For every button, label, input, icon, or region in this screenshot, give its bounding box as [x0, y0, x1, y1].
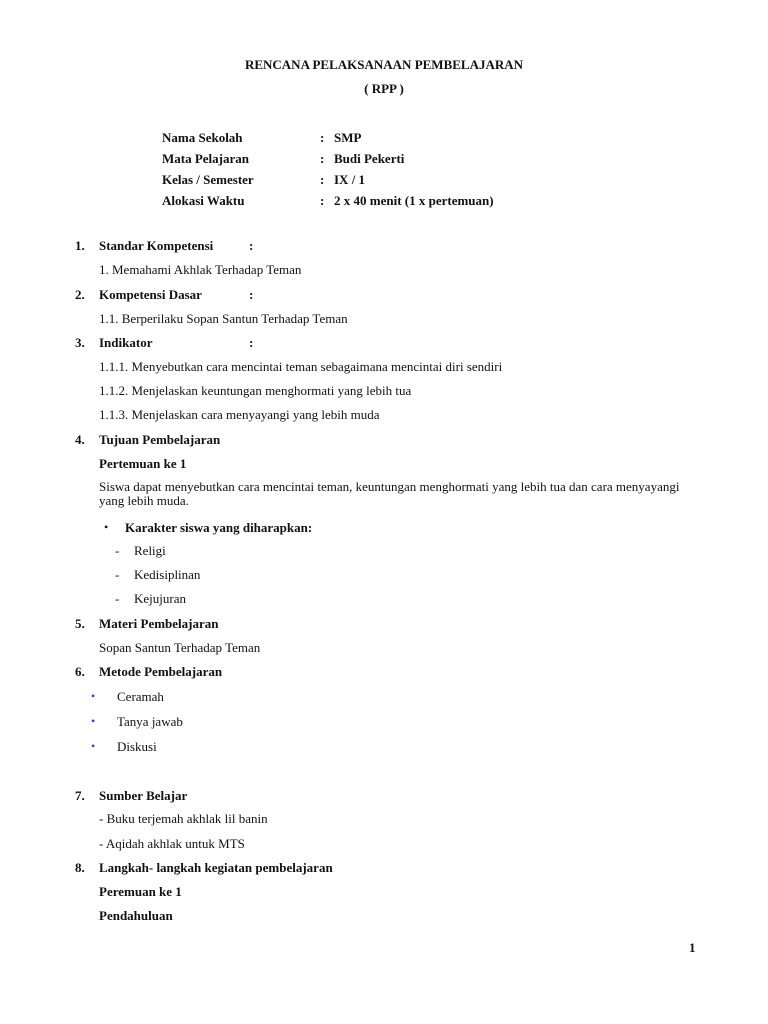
- section-number: 4.: [75, 432, 85, 447]
- section-colon: :: [249, 287, 254, 302]
- section-number: 7.: [75, 788, 85, 803]
- section-title-langkah-kegiatan: Langkah- langkah kegiatan pembelajaran: [99, 860, 333, 875]
- dash-marker: -: [115, 591, 120, 606]
- section-number: 5.: [75, 616, 85, 631]
- source-item: - Aqidah akhlak untuk MTS: [99, 836, 245, 851]
- identity-value: IX / 1: [334, 172, 366, 187]
- character-heading: Karakter siswa yang diharapkan:: [125, 520, 313, 535]
- document-title: RENCANA PELAKSANAAN PEMBELAJARAN: [244, 57, 524, 72]
- identity-label: Alokasi Waktu: [162, 193, 245, 208]
- section-title-indikator: Indikator: [99, 335, 153, 350]
- method-item: Diskusi: [117, 739, 157, 754]
- identity-colon: :: [320, 172, 325, 187]
- section-item: 1.1. Berperilaku Sopan Santun Terhadap Teman: [99, 311, 348, 326]
- page-number: 1: [689, 940, 696, 955]
- section-title-materi-pembelajaran: Materi Pembelajaran: [99, 616, 219, 631]
- identity-colon: :: [320, 151, 325, 166]
- identity-label: Kelas / Semester: [162, 172, 254, 187]
- document-subtitle: ( RPP ): [364, 81, 404, 96]
- method-item: Ceramah: [117, 689, 164, 704]
- section-number: 6.: [75, 664, 85, 679]
- identity-label: Nama Sekolah: [162, 130, 243, 145]
- section-title-metode-pembelajaran: Metode Pembelajaran: [99, 664, 223, 679]
- indicator-item: 1.1.3. Menjelaskan cara menyayangi yang lebih muda: [99, 407, 380, 422]
- objective-paragraph: Siswa dapat menyebutkan cara mencintai teman, keuntungan menghormati yang lebih tua dan cara menyayangi yang lebih muda.: [99, 479, 680, 508]
- source-item: - Buku terjemah akhlak lil banin: [99, 811, 268, 826]
- identity-value: 2 x 40 menit (1 x pertemuan): [334, 193, 494, 208]
- identity-value: SMP: [334, 130, 362, 145]
- bullet-icon: •: [104, 520, 109, 534]
- section-number: 2.: [75, 287, 85, 302]
- identity-value: Budi Pekerti: [334, 151, 405, 166]
- bullet-icon: •: [91, 714, 96, 728]
- section-title-kompetensi-dasar: Kompetensi Dasar: [99, 287, 202, 302]
- method-item: Tanya jawab: [117, 714, 183, 729]
- character-item: Religi: [134, 543, 166, 558]
- character-item: Kedisiplinan: [134, 567, 201, 582]
- identity-colon: :: [320, 193, 325, 208]
- section-colon: :: [249, 335, 254, 350]
- section-item: Sopan Santun Terhadap Teman: [99, 640, 261, 655]
- dash-marker: -: [115, 543, 120, 558]
- section-number: 8.: [75, 860, 85, 875]
- character-item: Kejujuran: [134, 591, 186, 606]
- section-title-tujuan-pembelajaran: Tujuan Pembelajaran: [99, 432, 221, 447]
- identity-label: Mata Pelajaran: [162, 151, 250, 166]
- section-title-standar-kompetensi: Standar Kompetensi: [99, 238, 214, 253]
- indicator-item: 1.1.2. Menjelaskan keuntungan menghormati yang lebih tua: [99, 383, 412, 398]
- dash-marker: -: [115, 567, 120, 582]
- meeting-heading: Peremuan ke 1: [99, 884, 182, 899]
- bullet-icon: •: [91, 689, 96, 703]
- indicator-item: 1.1.1. Menyebutkan cara mencintai teman sebagaimana mencintai diri sendiri: [99, 359, 503, 374]
- identity-colon: :: [320, 130, 325, 145]
- section-title-sumber-belajar: Sumber Belajar: [99, 788, 188, 803]
- section-item: 1. Memahami Akhlak Terhadap Teman: [99, 262, 302, 277]
- bullet-icon: •: [91, 739, 96, 753]
- meeting-heading: Pertemuan ke 1: [99, 456, 187, 471]
- section-number: 3.: [75, 335, 85, 350]
- phase-heading: Pendahuluan: [99, 908, 173, 923]
- section-colon: :: [249, 238, 254, 253]
- section-number: 1.: [75, 238, 85, 253]
